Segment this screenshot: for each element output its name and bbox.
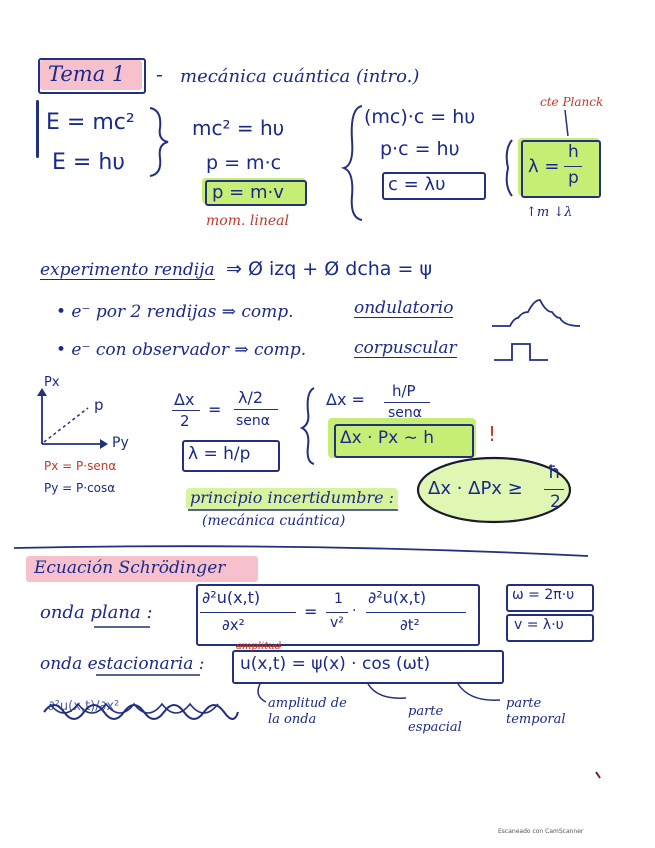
eq-p-mc: p = m·c — [206, 152, 282, 174]
dx-equals: Δx = — [326, 390, 365, 409]
onda-plana: onda plana : — [40, 602, 153, 623]
eq-pc-hv: p·c = hυ — [380, 138, 460, 160]
sena2-den: senα — [388, 405, 423, 421]
dx-den: 2 — [180, 412, 190, 430]
pde-right-num: ∂²u(x,t) — [368, 588, 427, 607]
lam2-num: λ/2 — [238, 388, 264, 407]
exclamation: ! — [488, 422, 497, 446]
pde-left-num: ∂²u(x,t) — [202, 588, 261, 607]
debroglie-p: p — [568, 168, 579, 188]
mecanica-cuantica: (mecánica cuántica) — [202, 513, 346, 529]
eq-p-mv: p = m·v — [212, 182, 284, 203]
planck-label: cte Planck — [540, 95, 604, 109]
arrow-temporal — [458, 684, 500, 700]
hp-fraction-bar — [384, 402, 430, 403]
hp-num: h/P — [392, 382, 416, 400]
pde-right-bar — [366, 612, 466, 613]
annotation-espacial: parte espacial — [408, 704, 462, 736]
lam2-fraction-bar — [234, 409, 278, 410]
velocity-eq: v = λ·υ — [514, 617, 564, 633]
eq-c-lv: c = λυ — [388, 174, 446, 195]
px-component: Px = P·senα — [44, 459, 117, 473]
hbar-den: 2 — [550, 492, 561, 512]
title-dash: - — [156, 62, 163, 86]
onda-estacionaria: onda estacionaria : — [40, 654, 205, 674]
pde-left-bar — [200, 612, 296, 613]
pde-mid-den: v² — [330, 615, 344, 631]
equals-1: = — [208, 400, 222, 419]
py-axis-label: Py — [112, 435, 129, 451]
p-vector-label: p — [94, 396, 104, 414]
amplitud-correction: amplitud — [236, 641, 282, 652]
debroglie-h: h — [568, 142, 579, 162]
pde-mid-bar — [326, 612, 348, 613]
brace-4 — [302, 388, 314, 464]
arrow-amplitud — [258, 684, 266, 702]
scanner-footer: Escaneado con CamScanner — [498, 828, 584, 835]
bullet-rendijas: • e⁻ por 2 rendijas ⇒ comp. — [56, 302, 294, 322]
particle-pattern — [494, 344, 548, 360]
superposition-eq: ⇒ Ø izq + Ø dcha = ψ — [226, 258, 432, 280]
uncertainty-ineq: Δx · ΔPx ≥ — [428, 478, 523, 499]
omega-eq: ω = 2π·υ — [512, 587, 575, 603]
lambda-h-over-p: λ = h/p — [188, 444, 251, 464]
eq-e-mc2: E = mc² — [46, 110, 135, 135]
px-axis-label: Px — [44, 375, 60, 390]
mom-lineal: mom. lineal — [206, 213, 289, 229]
edge-mark — [596, 772, 600, 778]
hbar-fraction-bar — [544, 489, 564, 490]
wave-pattern — [492, 300, 580, 326]
section-divider — [14, 546, 588, 556]
eq-mc2-hv: mc² = hυ — [192, 116, 285, 140]
experimento-rendija: experimento rendija — [40, 260, 215, 280]
annotation-amplitud: amplitud de la onda — [268, 696, 347, 728]
brace-2 — [344, 106, 362, 220]
debroglie-fraction-bar — [564, 166, 582, 167]
proportion-note: ↑m ↓λ — [526, 205, 573, 220]
sena-den: senα — [236, 413, 271, 429]
title-subtitle: mecánica cuántica (intro.) — [180, 66, 420, 87]
eq-e-hv: E = hυ — [52, 150, 125, 175]
eq-mc-c: (mc)·c = hυ — [364, 106, 476, 128]
pde-mid-num: 1 — [334, 591, 343, 607]
principio-label: principio incertidumbre : — [190, 488, 395, 507]
pde-right-den: ∂t² — [400, 616, 420, 634]
ondulatorio-label: ondulatorio — [354, 298, 454, 318]
brace-3 — [507, 140, 512, 196]
arrow-espacial — [368, 684, 406, 698]
debroglie-lambda: λ = — [528, 156, 560, 177]
bullet-observador: • e⁻ con observador ⇒ comp. — [56, 340, 307, 360]
x-arrowhead — [100, 439, 108, 449]
dx-px-approx: Δx · Px ∼ h — [340, 428, 435, 448]
p-vector — [44, 408, 88, 442]
brace-1 — [150, 108, 168, 176]
corpuscular-label: corpuscular — [354, 338, 457, 358]
tema-label: Tema 1 — [48, 62, 126, 86]
pde-dot: · — [352, 603, 357, 619]
hbar: ħ — [548, 462, 561, 483]
dx-fraction-bar — [172, 410, 200, 411]
annotation-temporal: parte temporal — [506, 696, 566, 728]
py-component: Py = P·cosα — [44, 481, 116, 495]
pde-left-den: ∂x² — [222, 616, 245, 634]
schrodinger-title: Ecuación Schrödinger — [34, 558, 226, 578]
stationary-eq: u(x,t) = ψ(x) · cos (ωt) — [240, 654, 431, 674]
pde-eq: = — [304, 602, 318, 621]
planck-arrow — [565, 110, 568, 136]
crossed-out-formula: ∂²u(x,t)/∂x² — [48, 699, 120, 714]
dx-num: Δx — [174, 390, 195, 409]
